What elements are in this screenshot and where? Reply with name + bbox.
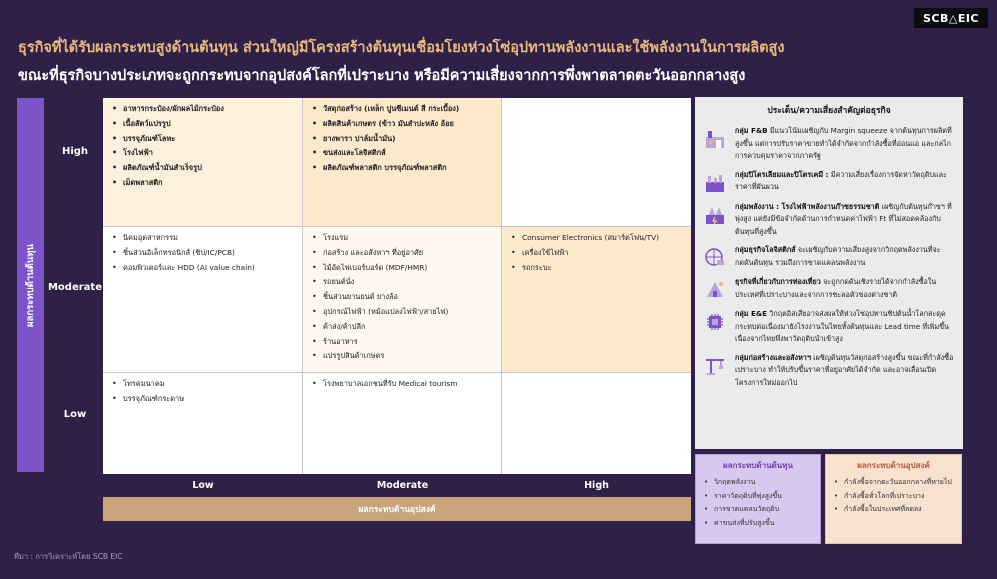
- list-item: • ไม้อัดไฟเบอร์บอร์ด (MDF/HMR): [309, 261, 495, 276]
- row-label-low: Low: [63, 409, 87, 420]
- impact-item: ธุรกิจที่เกี่ยวกับการท่องเที่ยว จะถูกกดดันเชิงรายได้จากกำลังซื้อในประเทศที่เปราะบางและจากการชะลอตัวของต่างชาติ: [703, 276, 955, 302]
- impact-panel-title: ประเด็น/ความเสี่ยงสำคัญต่อธุรกิจ: [767, 106, 891, 116]
- list-item: • Consumer Electronics (สมาร์ตโฟน/TV): [508, 231, 685, 246]
- cell-moderate-low: [103, 227, 303, 373]
- cell-low-moderate: [303, 373, 502, 474]
- list-item: • โรงแรม: [309, 231, 495, 246]
- list-item: • ค้าส่ง/ค้าปลีก: [309, 320, 495, 335]
- list-item: • เนื้อสัตว์แปรรูป: [109, 117, 296, 132]
- list-item: • อุปกรณ์ไฟฟ้า (หม้อแปลงไฟฟ้า/สายไฟ): [309, 305, 495, 320]
- list-item: • ชิ้นส่วนยานยนต์ ยางล้อ: [309, 290, 495, 305]
- x-axis-label: ผลกระทบด้านอุปสงค์: [358, 505, 436, 515]
- list-item: • บรรจุภัณฑ์กระดาษ: [109, 392, 296, 407]
- impact-item: กลุ่ม F&B มีแนวโน้มเผชิญกับ Margin squeeze จากต้นทุนการผลิตที่สูงขึ้น แต่การปรับราคาขายทำได้จำกัดจากกำลังซื้อที่อ่อนแอ และกลไกการควบคุมราคาจากภาครัฐ: [703, 125, 955, 163]
- petrochemical-plant-icon: [703, 171, 727, 195]
- cost-impact-title: ผลกระทบด้านต้นทุน: [723, 461, 793, 470]
- list-item: • กำลังซื้อจากตะวันออกกลางที่หายไป: [832, 476, 955, 490]
- factory-food-icon: [703, 127, 727, 151]
- logistics-globe-icon: [703, 246, 727, 270]
- impact-item: กลุ่ม E&E วิกฤตอิสเสียอาจส่งผลให้ห่วงโซ่อุปทานชิปต้นน้ำโลกสะดุด กระทบต่อเนื่องมายังโรงงานในไทยทั้งต้นทุนและ Lead time ที่เพิ่มขึ้น เนื่องจากไทยพึ่งพาวัตถุดิบนำเข้าสูง: [703, 308, 955, 346]
- demand-impact-box: [825, 454, 962, 544]
- list-item: • กำลังซื้อทั่วโลกที่เปราะบาง: [832, 490, 955, 504]
- col-label-high: High: [584, 480, 609, 491]
- list-item: • ร้านอาหาร: [309, 335, 495, 350]
- cell-low-high: [502, 373, 691, 474]
- list-item: • ก่อสร้าง และอสังหาฯ ที่อยู่อาศัย: [309, 246, 495, 261]
- list-item: • ยางพารา ปาล์มน้ำมัน): [309, 132, 495, 147]
- list-item: • ราคาวัตถุดิบที่พุ่งสูงขึ้น: [702, 490, 814, 504]
- y-axis-label: ผลกระทบด้านต้นทุน: [25, 243, 36, 327]
- crane-icon: [703, 354, 727, 378]
- list-item: • ค่าขนส่งที่ปรับสูงขึ้น: [702, 517, 814, 531]
- list-item: • ผลิตภัณฑ์น้ำมันสำเร็จรูป: [109, 161, 296, 176]
- list-item: • เม็ดพลาสติก: [109, 176, 296, 191]
- list-item: • โรงพยาบาลเอกชนที่รับ Medical tourism: [309, 377, 495, 392]
- impact-matrix: [103, 98, 691, 474]
- list-item: • โรงไฟฟ้า: [109, 146, 296, 161]
- cell-high-moderate: [303, 98, 502, 227]
- scb-eic-logo: SCB△EIC: [914, 8, 988, 28]
- page-title-line2: ขณะที่ธุรกิจบางประเภทจะถูกกระทบจากอุปสงค์โลกที่เปราะบาง หรือมีความเสี่ยงจากการพึ่งพาตลาดตะวันออกกลางสูง: [18, 68, 746, 84]
- cell-high-high: [502, 98, 691, 227]
- page-title-line1: ธุรกิจที่ได้รับผลกระทบสูงด้านต้นทุน ส่วนใหญ่มีโครงสร้างต้นทุนเชื่อมโยงห่วงโซ่อุปทานพลังงานและใช้พลังงานในการผลิตสูง: [18, 40, 785, 56]
- list-item: • วิกฤตพลังงาน: [702, 476, 814, 490]
- list-item: • วัสดุก่อสร้าง (เหล็ก ปูนซีเมนต์ สี กระเบื้อง): [309, 102, 495, 117]
- y-axis-bar: [17, 98, 44, 472]
- list-item: • โทรคมนาคม: [109, 377, 296, 392]
- list-item: • ผลิตสินค้าเกษตร (ข้าว มันสำปะหลัง อ้อย: [309, 117, 495, 132]
- row-label-moderate: Moderate: [47, 282, 102, 293]
- demand-impact-title: ผลกระทบด้านอุปสงค์: [857, 461, 930, 470]
- row-label-high: High: [61, 146, 89, 157]
- impact-item: กลุ่มก่อสร้างและอสังหาฯ เผชิญต้นทุนวัสดุก่อสร้างสูงขึ้น ขณะที่กำลังซื้อเปราะบาง ทำให้ปรับขึ้นราคาที่อยู่อาศัยได้จำกัด และอาจเลื่อนเปิดโครงการใหม่ออกไป: [703, 352, 955, 390]
- list-item: • รถยนต์นั่ง: [309, 275, 495, 290]
- col-label-low: Low: [192, 480, 214, 491]
- list-item: • รถกระบะ: [508, 261, 685, 276]
- impact-panel: [695, 97, 963, 449]
- list-item: • บรรจุภัณฑ์โลหะ: [109, 132, 296, 147]
- list-item: • กำลังซื้อในประเทศที่ลดลง: [832, 503, 955, 517]
- list-item: • เครื่องใช้ไฟฟ้า: [508, 246, 685, 261]
- chip-icon: [703, 310, 727, 334]
- cell-high-low: [103, 98, 303, 227]
- col-label-moderate: Moderate: [376, 480, 429, 491]
- power-plant-icon: [703, 203, 727, 227]
- list-item: • ชิ้นส่วนอิเล็กทรอนิกส์ (ชิป/IC/PCB): [109, 246, 296, 261]
- cost-impact-box: [695, 454, 821, 544]
- list-item: • นิคมอุตสาหกรรม: [109, 231, 296, 246]
- x-axis-bar: [103, 497, 691, 521]
- list-item: • คอมพิวเตอร์และ HDD (AI value chain): [109, 261, 296, 276]
- cell-moderate-moderate: [303, 227, 502, 373]
- list-item: • อาหารกระป๋อง/ผักผลไม้กระป๋อง: [109, 102, 296, 117]
- cell-moderate-high: [502, 227, 691, 373]
- source-note: ที่มา : การวิเคราะห์โดย SCB EIC: [14, 552, 123, 561]
- list-item: • ผลิตภัณฑ์พลาสติก บรรจุภัณฑ์พลาสติก: [309, 161, 495, 176]
- impact-item: กลุ่มพลังงาน : โรงไฟฟ้าพลังงานก๊าซธรรมชาติ เผชิญกับต้นทุนก๊าซฯ ที่พุ่งสูง แต่ยังมีข้อจำกัดด้านการกำหนดค่าไฟฟ้า Ft ที่ไม่สอดคล้องกับต้นทุนที่สูงขึ้น: [703, 201, 955, 239]
- cell-low-low: [103, 373, 303, 474]
- impact-item: กลุ่มธุรกิจโลจิสติกส์ จะเผชิญกับความเสี่ยงสูงจากวิกฤตพลังงานที่จะกดดันต้นทุน รวมถึงการขาดแคลนพลังงาน: [703, 244, 955, 270]
- list-item: • แปรรูปสินค้าเกษตร: [309, 349, 495, 364]
- tourism-icon: [703, 278, 727, 302]
- list-item: • ขนส่งและโลจิสติกส์: [309, 146, 495, 161]
- impact-item: กลุ่มปิโตรเลียมและปิโตรเคมี : มีความเสี่ยงเรื่องการจัดหาวัตถุดิบและราคาที่ผันผวน: [703, 169, 955, 195]
- list-item: • การขาดแคลนวัตถุดิบ: [702, 503, 814, 517]
